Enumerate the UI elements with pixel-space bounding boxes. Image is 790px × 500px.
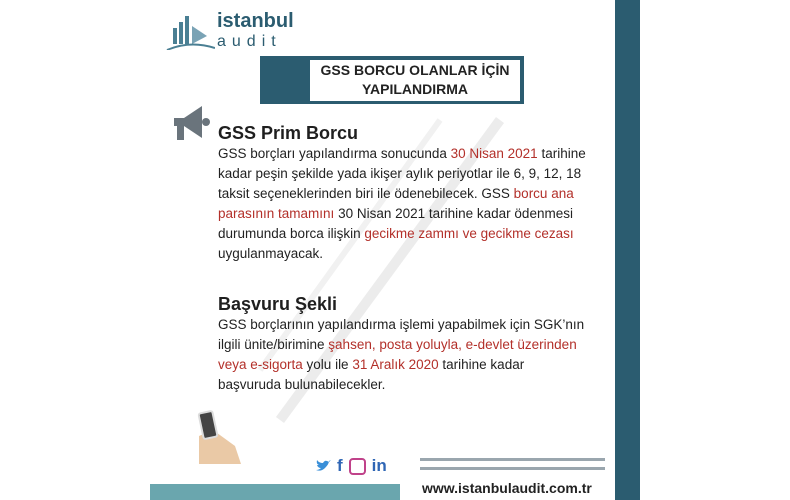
section-paragraph: GSS borçları yapılandırma sonucunda 30 Nisan 2021 tarihine kadar peşin şekilde yada ikişer aylık periyotlar ile 6, 9, 12, 18 taksit seçeneklerinden biri ile ödenebilecek. GSS borcu ana parasının tamamını 30 Nisan 2021 tarihine kadar ödenmesi durumunda borca ilişkin gecikme zammı ve gecikme cezası uygulanmayacak. — [218, 146, 586, 261]
megaphone-icon — [168, 100, 213, 145]
section-prim-borcu — [218, 122, 588, 264]
title-line1: GSS BORCU OLANLAR İÇİN — [320, 62, 510, 78]
logo-text: istanbul — [217, 10, 294, 32]
facebook-icon[interactable]: f — [337, 456, 343, 475]
page-title — [310, 60, 520, 101]
bottom-accent-bar — [150, 484, 400, 500]
logo-icon — [165, 10, 215, 50]
divider-line — [420, 467, 605, 470]
social-links — [315, 456, 387, 476]
linkedin-icon[interactable]: in — [371, 456, 387, 475]
section-paragraph: GSS borçlarının yapılandırma işlemi yapabilmek için SGK’nın ilgili ünite/birimine şahsen, posta yoluyla, e-devlet üzerinden veya e-sigorta yolu ile 31 Aralık 2020 tarihine kadar başvuruda bulunabilecekler. — [218, 317, 585, 392]
logo-subtext: audit — [217, 33, 282, 50]
section-basvuru — [218, 293, 588, 395]
section-heading: GSS Prim Borcu — [218, 123, 359, 143]
section-heading: Başvuru Şekli — [218, 294, 338, 314]
website-url[interactable]: www.istanbulaudit.com.tr — [422, 480, 592, 496]
twitter-icon[interactable] — [315, 459, 331, 473]
hand-phone-icon — [195, 408, 245, 466]
title-line2: YAPILANDIRMA — [361, 81, 469, 97]
instagram-icon[interactable] — [349, 458, 366, 475]
divider-line — [420, 458, 605, 461]
right-sidebar-bar — [615, 0, 640, 500]
